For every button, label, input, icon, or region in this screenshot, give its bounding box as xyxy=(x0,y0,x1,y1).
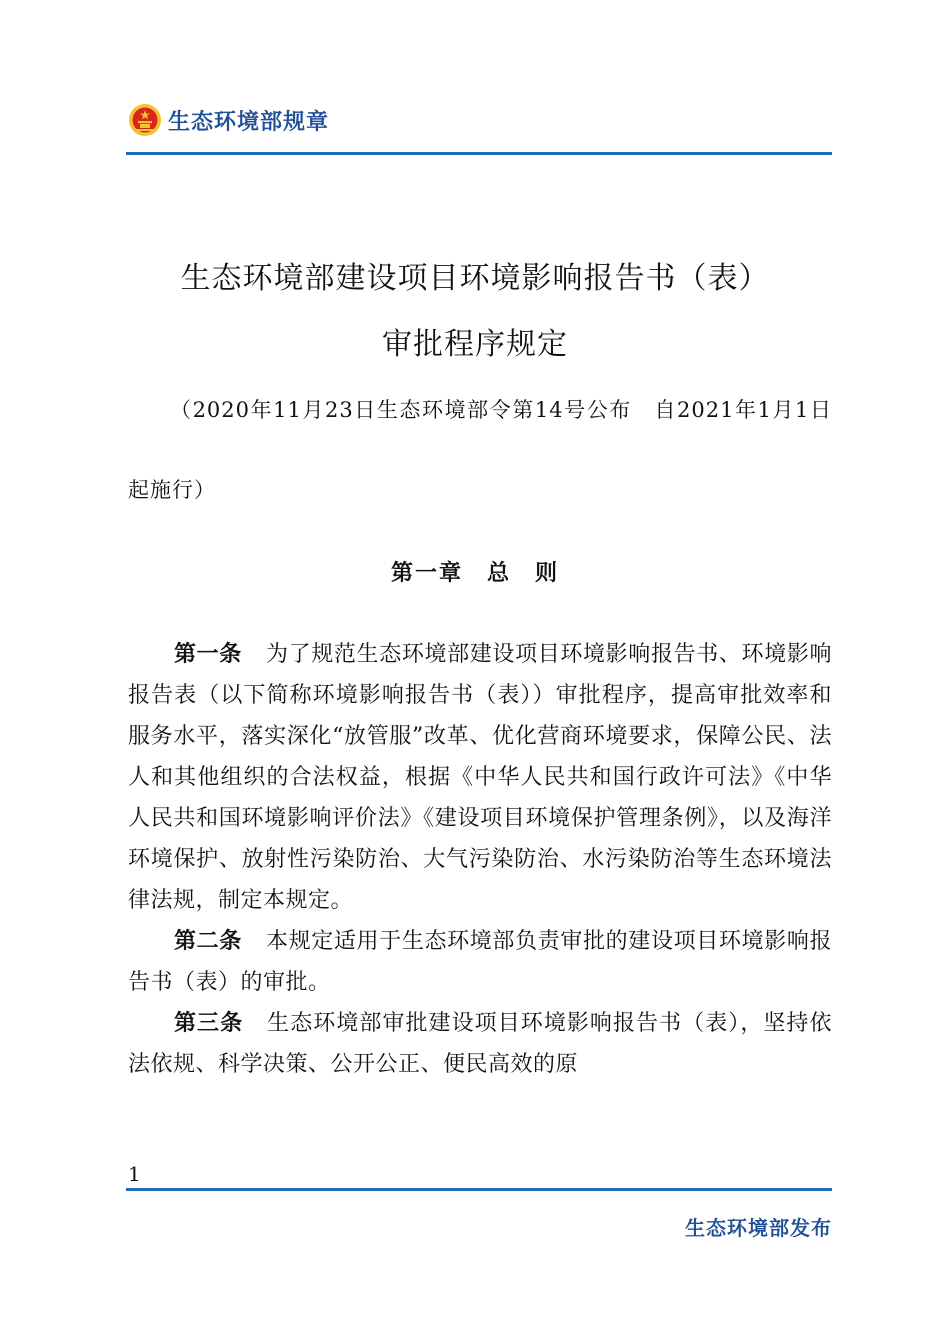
article-label: 第一条 xyxy=(174,642,242,667)
header-divider xyxy=(126,152,832,155)
document-body xyxy=(128,634,832,1085)
publication-note: （2020年11月23日生态环境部令第14号公布 自2021年1月1日起施行） xyxy=(128,398,832,502)
article-label: 第三条 xyxy=(174,1011,244,1036)
document-title-line2: 审批程序规定 xyxy=(382,327,568,362)
article-text: 生态环境部审批建设项目环境影响报告书（表），坚持依法依规、科学决策、公开公正、便民高效的原 xyxy=(128,1011,832,1077)
article-text: 本规定适用于生态环境部负责审批的建设项目环境影响报告书（表）的审批。 xyxy=(128,929,832,995)
article-text: 为了规范生态环境部建设项目环境影响报告书、环境影响报告表（以下简称环境影响报告书（表））审批程序，提高审批效率和服务水平，落实深化“放管服”改革、优化营商环境要求，保障公民、法人和其他组织的合法权益，根据《中华人民共和国行政许可法》《中华人民共和国环境影响评价法》《建设项目环境保护管理条例》，以及海洋环境保护、放射性污染防治、大气污染防治、水污染防治等生态环境法律法规，制定本规定。 xyxy=(128,642,832,913)
article-1 xyxy=(128,634,832,921)
footer-publisher: 生态环境部发布 xyxy=(685,1216,832,1240)
article-label: 第二条 xyxy=(174,929,242,954)
footer-divider xyxy=(126,1188,832,1191)
document-title-line1: 生态环境部建设项目环境影响报告书（表） xyxy=(180,261,770,296)
page-number: 1 xyxy=(128,1162,141,1186)
national-emblem-icon xyxy=(128,103,162,137)
chapter-heading: 第一章 总 则 xyxy=(390,561,559,586)
header-title: 生态环境部规章 xyxy=(168,109,330,135)
page-header xyxy=(128,98,329,142)
article-2 xyxy=(128,921,832,1003)
article-3 xyxy=(128,1003,832,1085)
